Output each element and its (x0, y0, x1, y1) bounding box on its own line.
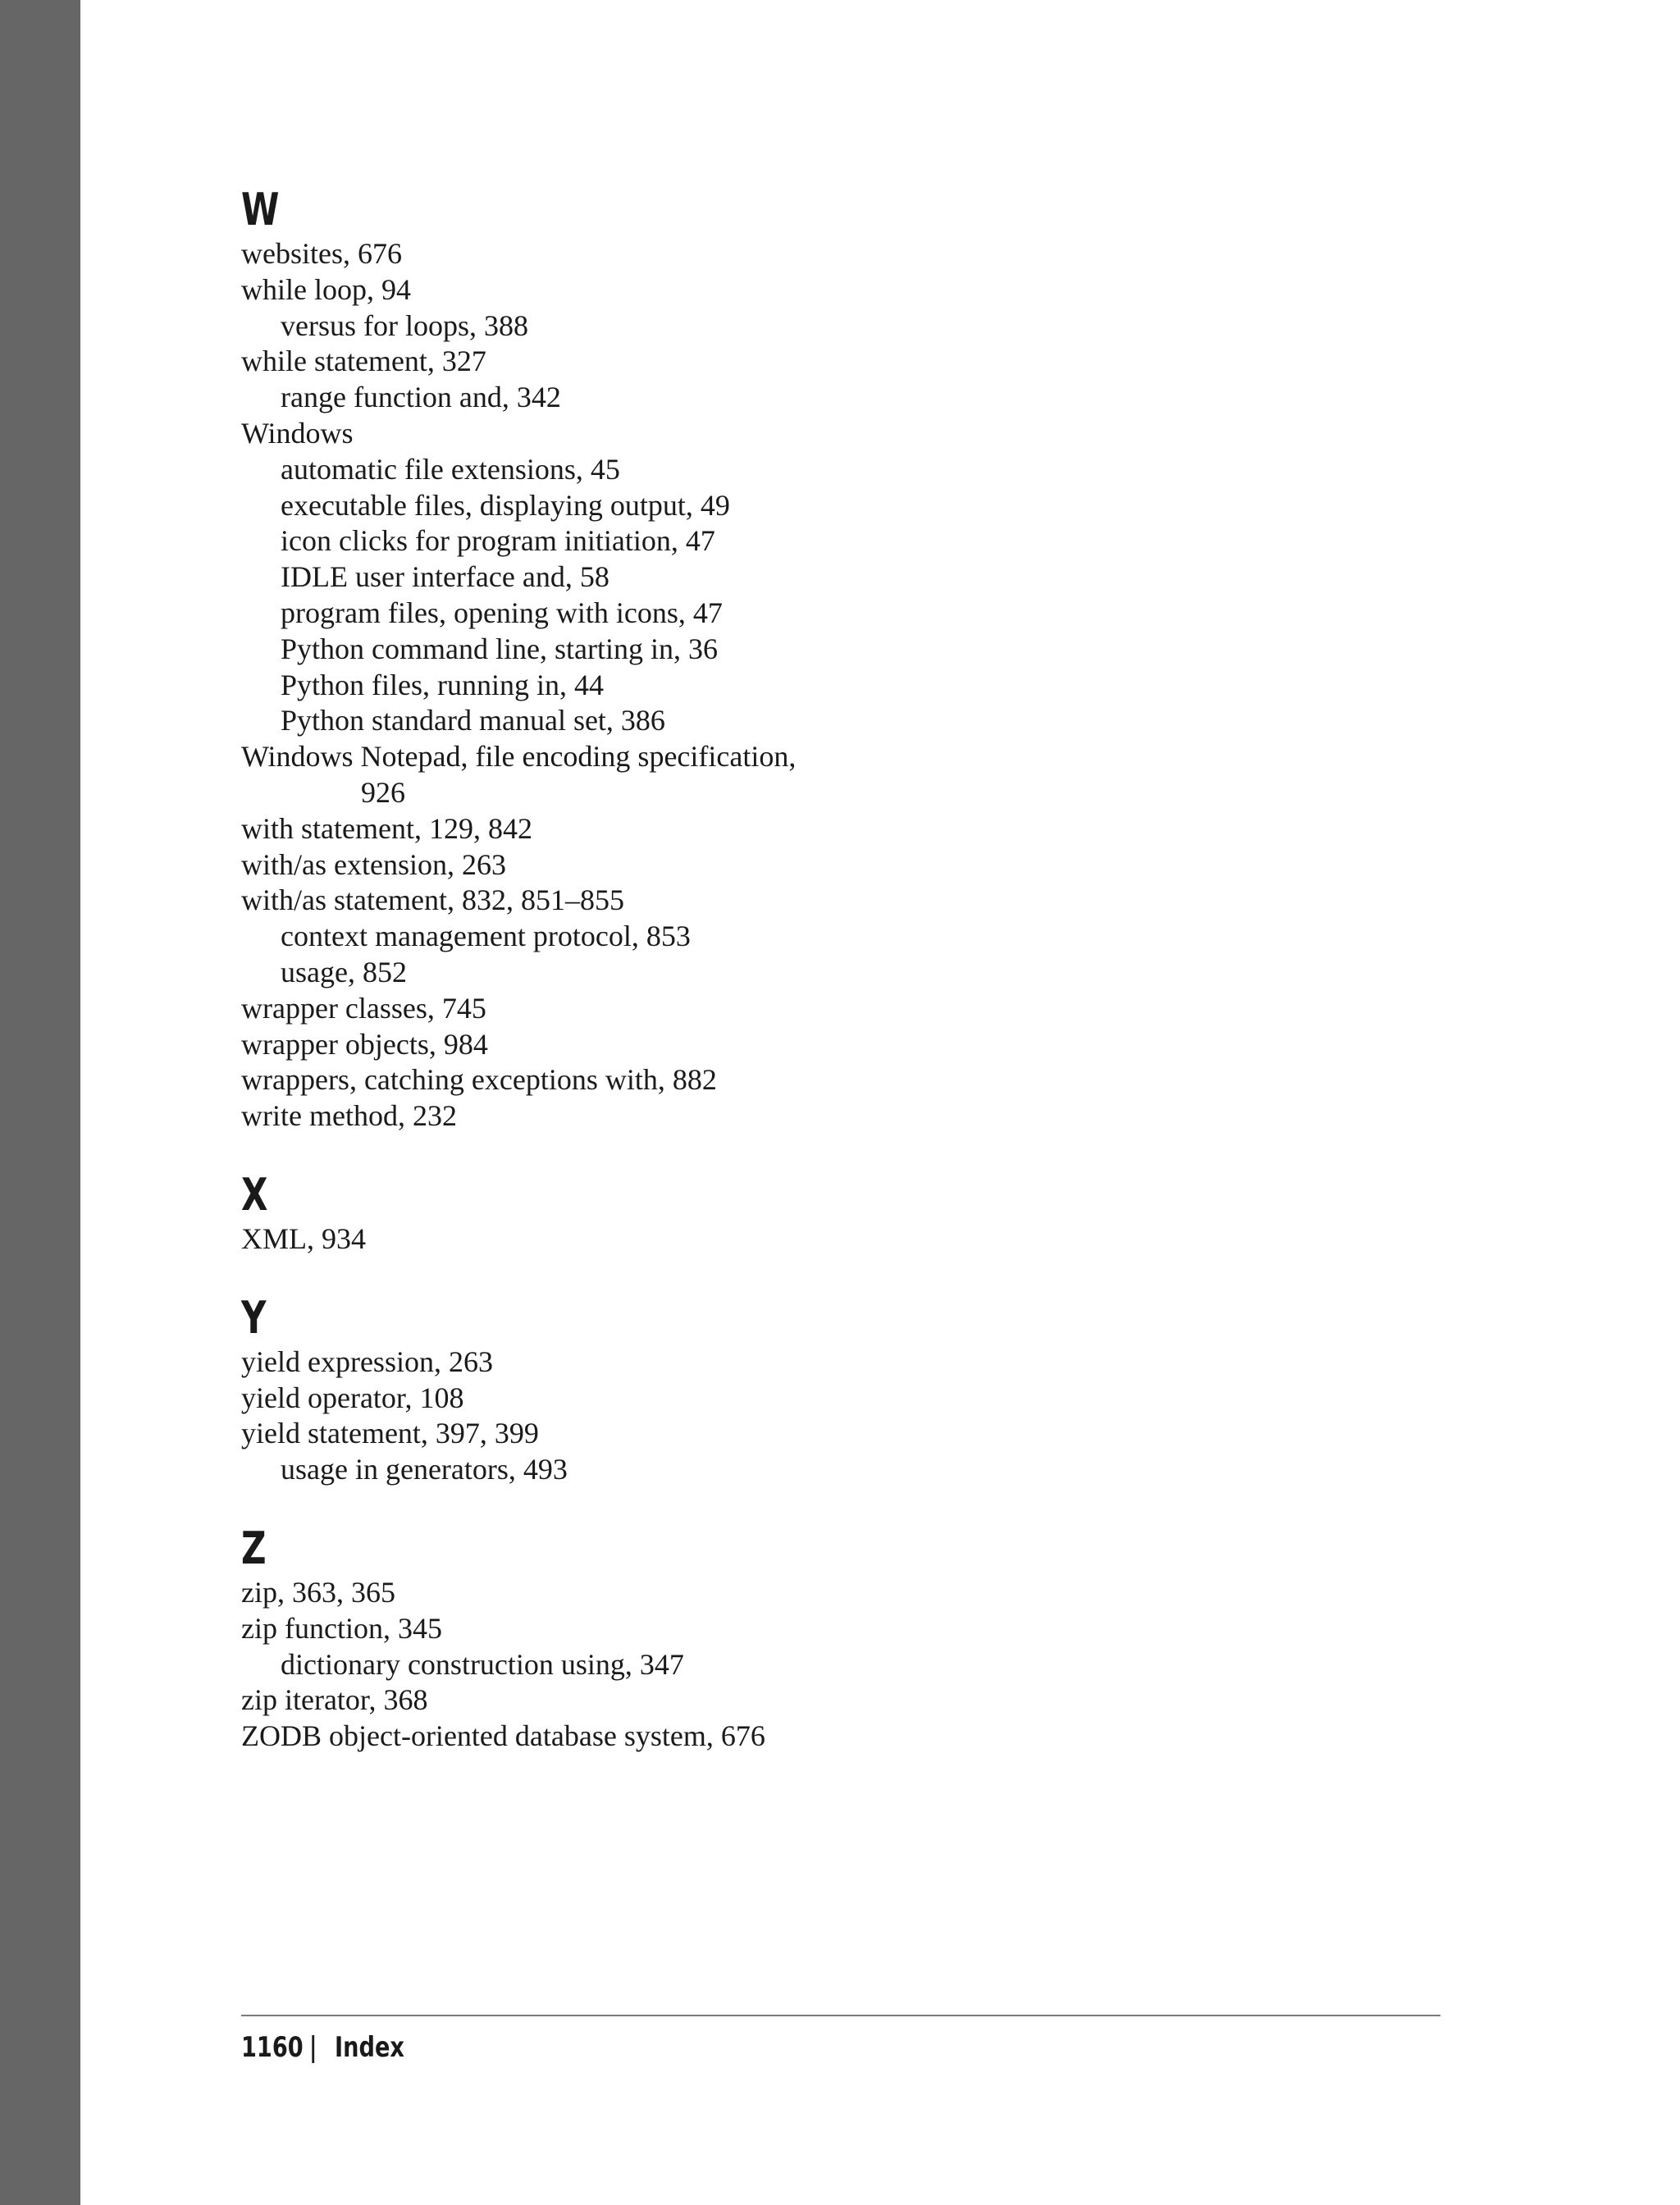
index-entry: zip, 363, 365 (241, 1575, 395, 1609)
index-subentry: IDLE user interface and, 58 (281, 560, 609, 594)
index-subentry: dictionary construction using, 347 (281, 1647, 684, 1681)
footer-section-name (335, 2025, 422, 2070)
index-section-w (241, 184, 1439, 1134)
index-entry: with statement, 129, 842 (241, 811, 532, 845)
index-entry: write method, 232 (241, 1099, 457, 1133)
index-subentry: usage, 852 (281, 955, 407, 988)
section-letter-heading: Y (241, 1291, 267, 1344)
index-section-z (241, 1522, 1439, 1755)
index-entry: with/as statement, 832, 851–855 (241, 883, 624, 917)
footer-section-name-text: Index (335, 2031, 404, 2064)
section-letter-heading: W (241, 184, 280, 235)
index-section-x (241, 1169, 1439, 1258)
section-letter-heading: Z (241, 1522, 267, 1574)
index-subentry: range function and, 342 (281, 381, 561, 414)
index-entry: websites, 676 (241, 237, 402, 270)
index-entry: wrapper classes, 745 (241, 991, 486, 1025)
index-subentry: program files, opening with icons, 47 (281, 596, 723, 629)
index-entry: Windows Notepad, file encoding specification, (241, 740, 797, 774)
index-subentry: executable files, displaying output, 49 (281, 488, 730, 522)
index-entry: yield expression, 263 (241, 1344, 493, 1378)
footer-rule (241, 2015, 1440, 2016)
index-subentry: Python files, running in, 44 (281, 668, 604, 701)
index-entry: zip iterator, 368 (241, 1683, 428, 1717)
index-subentry: Python standard manual set, 386 (281, 704, 665, 737)
index-entry: XML, 934 (241, 1221, 366, 1255)
index-entry: yield statement, 397, 399 (241, 1417, 539, 1450)
footer-divider: | (308, 2031, 318, 2064)
index-entry: with/as extension, 263 (241, 847, 506, 881)
index-subentry: icon clicks for program initiation, 47 (281, 524, 715, 558)
index-entry: wrapper objects, 984 (241, 1027, 488, 1061)
index-subentry: context management protocol, 853 (281, 920, 691, 953)
index-subentry: Python command line, starting in, 36 (281, 632, 718, 665)
index-subentry: versus for loops, 388 (281, 308, 528, 342)
page-side-bar (0, 0, 80, 2205)
index-entry: ZODB object-oriented database system, 676 (241, 1719, 765, 1753)
index-content (241, 184, 1439, 1755)
index-entry: yield operator, 108 (241, 1381, 464, 1414)
index-subentry: automatic file extensions, 45 (281, 452, 620, 486)
index-entry-continuation: 926 (361, 775, 405, 809)
index-entry: Windows (241, 416, 354, 450)
footer-page-number-text: 1160 (241, 2031, 304, 2064)
section-letter-heading: X (241, 1168, 268, 1221)
index-entry: zip function, 345 (241, 1611, 442, 1645)
footer-page-number (241, 2025, 319, 2070)
index-entry: wrappers, catching exceptions with, 882 (241, 1063, 717, 1097)
index-entry: while loop, 94 (241, 272, 411, 306)
index-subentry: usage in generators, 493 (281, 1453, 568, 1486)
index-entry: while statement, 327 (241, 345, 486, 378)
index-section-y (241, 1292, 1439, 1488)
